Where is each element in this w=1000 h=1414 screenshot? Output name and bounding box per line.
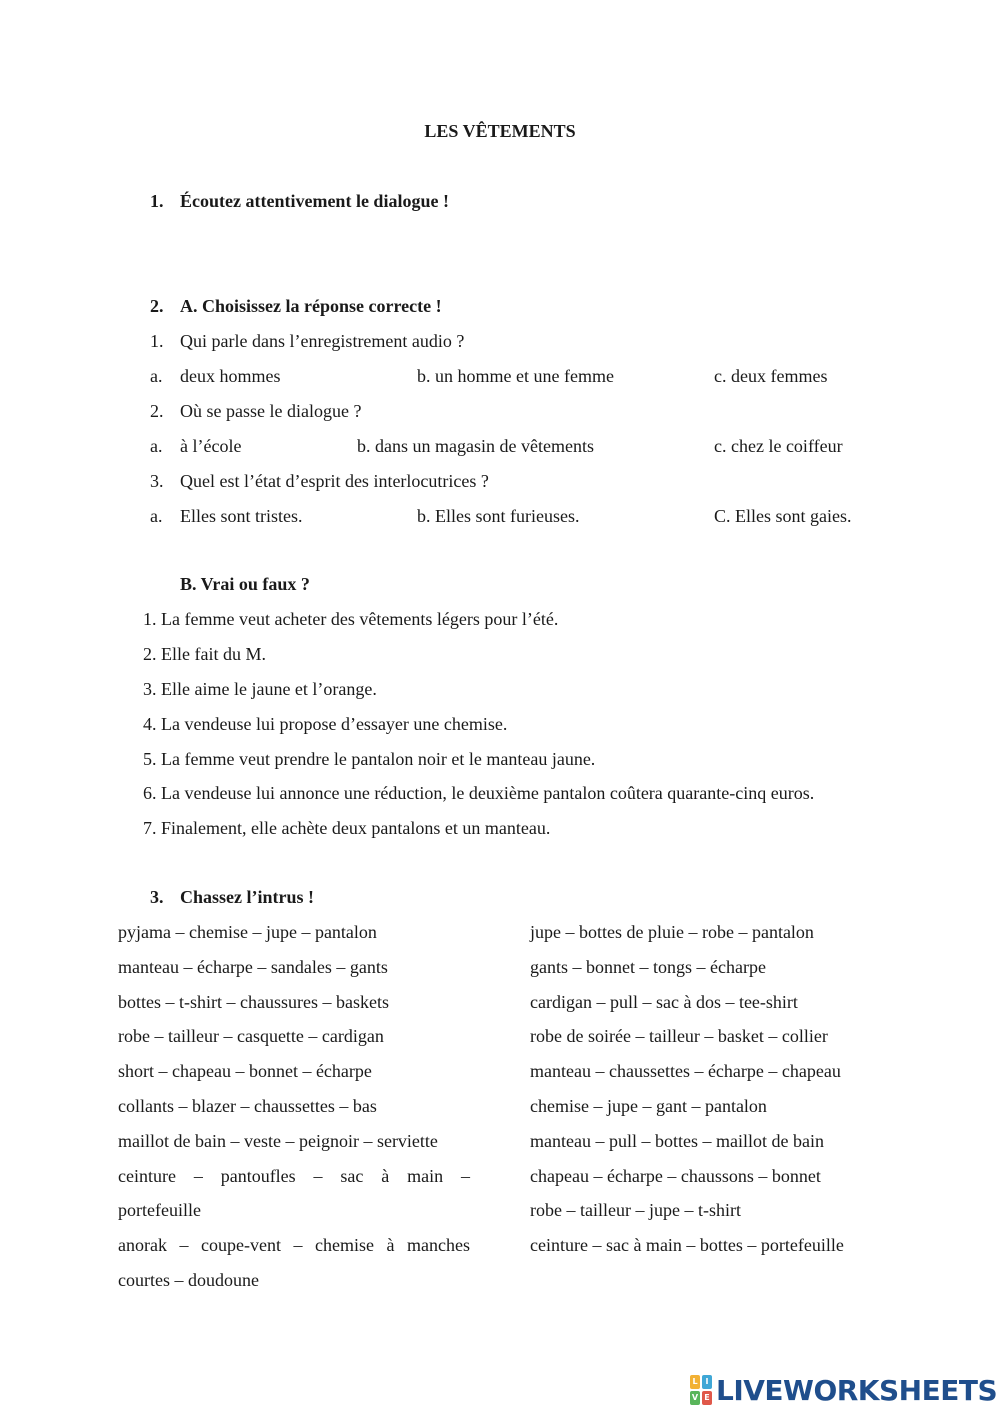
intrus-left-line: maillot de bain – veste – peignoir – serviette [118,1131,438,1151]
intrus-left-line: portefeuille [118,1200,201,1220]
question-3-letter: a. [150,506,163,526]
question-1-letter: a. [150,366,163,386]
question-2-option-b: b. dans un magasin de vêtements [357,436,594,456]
logo-tile: I [702,1375,712,1389]
logo-text: LIVEWORKSHEETS [716,1373,998,1407]
intrus-left-line: collants – blazer – chaussettes – bas [118,1096,377,1116]
intrus-right-line: cardigan – pull – sac à dos – tee-shirt [530,992,798,1012]
question-1-option-c: c. deux femmes [714,366,828,386]
intrus-right-line: manteau – pull – bottes – maillot de bain [530,1131,824,1151]
intrus-right-line: robe de soirée – tailleur – basket – collier [530,1026,828,1046]
section-1-number: 1. [150,191,164,211]
statement-2: 2. Elle fait du M. [143,644,266,664]
statement-3: 3. Elle aime le jaune et l’orange. [143,679,377,699]
statement-4: 4. La vendeuse lui propose d’essayer une chemise. [143,714,508,734]
intrus-right-line: manteau – chaussettes – écharpe – chapeau [530,1061,841,1081]
logo-tile: V [690,1391,700,1405]
intrus-right-line: robe – tailleur – jupe – t-shirt [530,1200,741,1220]
intrus-right-line: gants – bonnet – tongs – écharpe [530,957,766,977]
question-3-option-b: b. Elles sont furieuses. [417,506,580,526]
section-1-heading: Écoutez attentivement le dialogue ! [180,191,449,211]
statement-5: 5. La femme veut prendre le pantalon noir et le manteau jaune. [143,749,596,769]
question-3-number: 3. [150,471,164,491]
statement-1: 1. La femme veut acheter des vêtements légers pour l’été. [143,609,559,629]
question-1-option-b: b. un homme et une femme [417,366,614,386]
question-1-text: Qui parle dans l’enregistrement audio ? [180,331,465,351]
intrus-right-line: jupe – bottes de pluie – robe – pantalon [530,922,814,942]
question-3-text: Quel est l’état d’esprit des interlocutrices ? [180,471,489,491]
statement-7: 7. Finalement, elle achète deux pantalons et un manteau. [143,818,551,838]
liveworksheets-logo [690,1374,997,1406]
intrus-right-line: ceinture – sac à main – bottes – portefeuille [530,1235,844,1255]
section-2-number: 2. [150,296,164,316]
question-2-option-c: c. chez le coiffeur [714,436,843,456]
intrus-left-line: manteau – écharpe – sandales – gants [118,957,388,977]
intrus-right-line: chapeau – écharpe – chaussons – bonnet [530,1166,821,1186]
question-3-option-c: C. Elles sont gaies. [714,506,852,526]
question-2-text: Où se passe le dialogue ? [180,401,362,421]
intrus-left-line: anorak – coupe-vent – chemise à manches [118,1235,470,1255]
section-3-heading: Chassez l’intrus ! [180,887,314,907]
logo-mark-icon [690,1375,712,1405]
section-2b-heading: B. Vrai ou faux ? [180,574,310,594]
question-1-number: 1. [150,331,164,351]
intrus-left-line: bottes – t-shirt – chaussures – baskets [118,992,389,1012]
intrus-right-line: chemise – jupe – gant – pantalon [530,1096,767,1116]
question-3-option-a: Elles sont tristes. [180,506,303,526]
statement-6: 6. La vendeuse lui annonce une réduction, le deuxième pantalon coûtera quarante-cinq euros. [143,783,815,803]
section-3-number: 3. [150,887,164,907]
question-2-letter: a. [150,436,163,456]
question-2-number: 2. [150,401,164,421]
logo-tile: L [690,1375,700,1389]
intrus-left-line: ceinture – pantoufles – sac à main – [118,1166,470,1186]
question-2-option-a: à l’école [180,436,242,456]
intrus-left-line: short – chapeau – bonnet – écharpe [118,1061,372,1081]
section-2a-heading: A. Choisissez la réponse correcte ! [180,296,442,316]
page-title: LES VÊTEMENTS [424,121,576,141]
intrus-left-line: robe – tailleur – casquette – cardigan [118,1026,384,1046]
intrus-left-line: pyjama – chemise – jupe – pantalon [118,922,377,942]
intrus-left-line: courtes – doudoune [118,1270,259,1290]
logo-tile: E [702,1391,712,1405]
question-1-option-a: deux hommes [180,366,281,386]
